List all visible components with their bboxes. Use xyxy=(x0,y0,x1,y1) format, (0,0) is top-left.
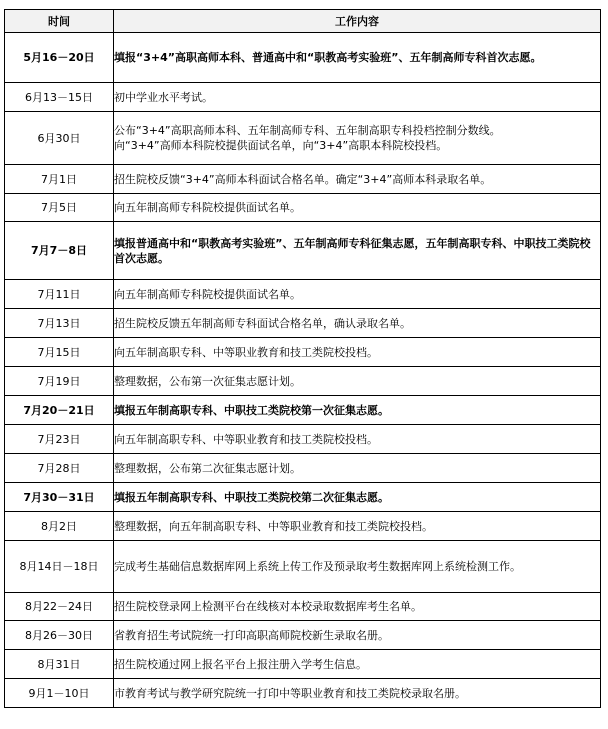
time-cell: 7月19日 xyxy=(5,367,114,396)
header-time: 时间 xyxy=(5,10,114,33)
work-line: 初中学业水平考试。 xyxy=(114,90,213,104)
work-line: 整理数据，公布第一次征集志愿计划。 xyxy=(114,374,301,388)
work-cell xyxy=(114,679,601,708)
time-cell: 7月30－31日 xyxy=(5,483,114,512)
table-row xyxy=(5,396,601,425)
work-line: 招生院校反馈“3+4”高师本科面试合格名单。确定“3+4”高师本科录取名单。 xyxy=(114,172,492,186)
work-cell xyxy=(114,280,601,309)
work-line: 填报五年制高职专科、中职技工类院校第一次征集志愿。 xyxy=(114,403,389,417)
time-cell: 7月7－8日 xyxy=(5,222,114,280)
table-row xyxy=(5,483,601,512)
work-line: 整理数据，公布第二次征集志愿计划。 xyxy=(114,461,301,475)
work-line: 填报五年制高职专科、中职技工类院校第二次征集志愿。 xyxy=(114,490,389,504)
work-cell xyxy=(114,425,601,454)
schedule-table xyxy=(4,9,601,708)
time-cell: 7月5日 xyxy=(5,194,114,222)
time-cell: 7月15日 xyxy=(5,338,114,367)
work-line: 市教育考试与教学研究院统一打印中等职业教育和技工类院校录取名册。 xyxy=(114,686,466,700)
time-cell: 8月26－30日 xyxy=(5,621,114,650)
time-cell: 7月23日 xyxy=(5,425,114,454)
work-cell xyxy=(114,165,601,194)
table-row xyxy=(5,112,601,165)
work-line: 招生院校反馈五年制高师专科面试合格名单，确认录取名单。 xyxy=(114,316,411,330)
table-row xyxy=(5,338,601,367)
table-row xyxy=(5,621,601,650)
work-cell xyxy=(114,222,601,280)
table-row xyxy=(5,222,601,280)
work-cell xyxy=(114,194,601,222)
time-cell: 8月22－24日 xyxy=(5,593,114,621)
time-cell: 6月30日 xyxy=(5,112,114,165)
work-line: 填报普通高中和“职教高考实验班”、五年制高师专科征集志愿，五年制高职专科、中职技工类院校首次志愿。 xyxy=(114,236,591,265)
work-line: 省教育招生考试院统一打印高职高师院校新生录取名册。 xyxy=(114,628,389,642)
table-row xyxy=(5,309,601,338)
work-cell xyxy=(114,512,601,541)
table-row xyxy=(5,425,601,454)
time-cell: 7月13日 xyxy=(5,309,114,338)
table-body xyxy=(5,33,601,708)
work-cell xyxy=(114,650,601,679)
table-row xyxy=(5,194,601,222)
table-row xyxy=(5,679,601,708)
work-cell xyxy=(114,309,601,338)
header-content: 工作内容 xyxy=(114,10,601,33)
table-row xyxy=(5,165,601,194)
table-row xyxy=(5,33,601,83)
work-cell xyxy=(114,33,601,83)
time-cell: 7月20－21日 xyxy=(5,396,114,425)
work-line: 招生院校通过网上报名平台上报注册入学考生信息。 xyxy=(114,657,367,671)
work-cell xyxy=(114,367,601,396)
table-row xyxy=(5,83,601,112)
work-cell xyxy=(114,112,601,165)
work-cell xyxy=(114,621,601,650)
table-row xyxy=(5,367,601,396)
work-line: 招生院校登录网上检测平台在线核对本校录取数据库考生名单。 xyxy=(114,600,422,613)
work-cell xyxy=(114,454,601,483)
work-cell xyxy=(114,541,601,593)
time-cell: 6月13－15日 xyxy=(5,83,114,112)
work-line: 向“3+4”高师本科院校提供面试名单，向“3+4”高职本科院校投档。 xyxy=(114,139,448,152)
time-cell: 8月14日－18日 xyxy=(5,541,114,593)
work-cell xyxy=(114,83,601,112)
table-row xyxy=(5,454,601,483)
table-row xyxy=(5,280,601,309)
time-cell: 7月28日 xyxy=(5,454,114,483)
table-row xyxy=(5,593,601,621)
work-line: 整理数据，向五年制高职专科、中等职业教育和技工类院校投档。 xyxy=(114,519,433,533)
work-line: 向五年制高职专科、中等职业教育和技工类院校投档。 xyxy=(114,345,378,359)
work-line: 填报“3+4”高职高师本科、普通高中和“职教高考实验班”、五年制高师专科首次志愿。 xyxy=(114,51,542,64)
table-row xyxy=(5,512,601,541)
work-line: 向五年制高师专科院校提供面试名单。 xyxy=(114,201,301,214)
work-cell xyxy=(114,483,601,512)
work-cell xyxy=(114,593,601,621)
time-cell: 8月31日 xyxy=(5,650,114,679)
time-cell: 8月2日 xyxy=(5,512,114,541)
work-line: 完成考生基础信息数据库网上系统上传工作及预录取考生数据库网上系统检测工作。 xyxy=(114,560,521,573)
time-cell: 5月16－20日 xyxy=(5,33,114,83)
work-line: 公布“3+4”高职高师本科、五年制高师专科、五年制高职专科投档控制分数线。 xyxy=(114,124,501,137)
table-row xyxy=(5,541,601,593)
time-cell: 7月11日 xyxy=(5,280,114,309)
work-cell xyxy=(114,338,601,367)
time-cell: 7月1日 xyxy=(5,165,114,194)
work-line: 向五年制高师专科院校提供面试名单。 xyxy=(114,287,301,301)
table-row xyxy=(5,650,601,679)
time-cell: 9月1－10日 xyxy=(5,679,114,708)
work-line: 向五年制高职专科、中等职业教育和技工类院校投档。 xyxy=(114,432,378,446)
header-row xyxy=(5,10,601,33)
work-cell xyxy=(114,396,601,425)
